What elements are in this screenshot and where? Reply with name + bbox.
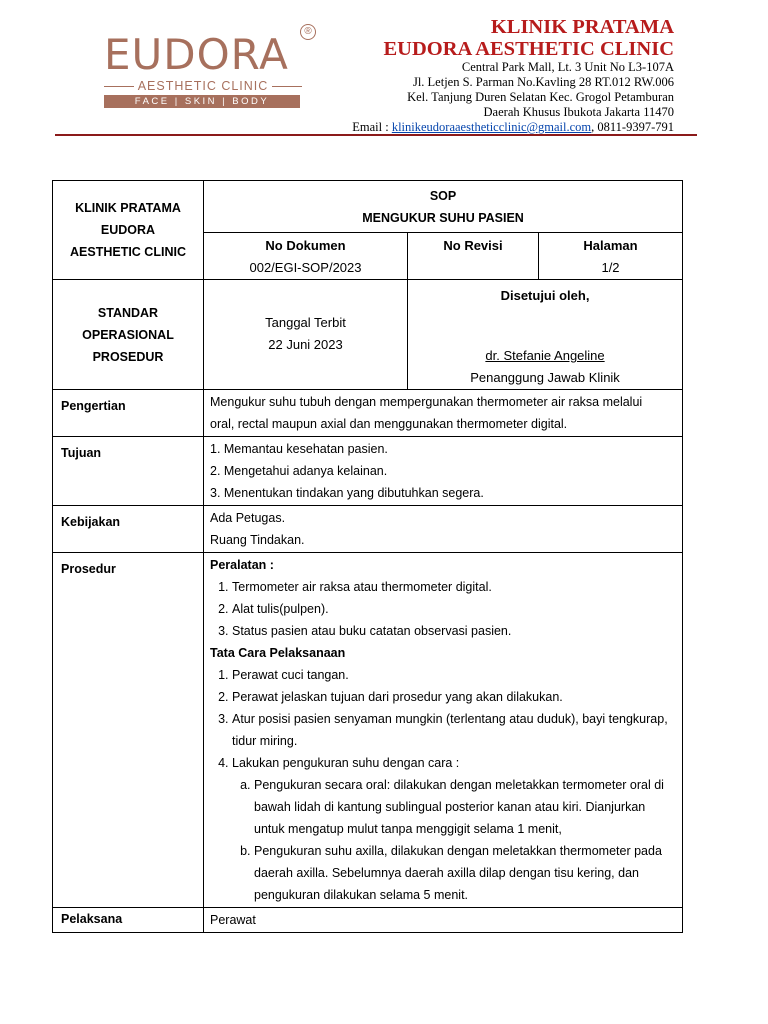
email-label: Email : bbox=[352, 120, 392, 134]
list-item: a. Pengukuran secara oral: dilakukan dengan meletakkan termometer oral di bawah lidah di kantung sublingual posterior kanan atau kiri. Dianjurkan untuk mengatup mulut tanpa menggigit selama 1 menit, bbox=[254, 774, 676, 840]
kebijakan-label: Kebijakan bbox=[53, 506, 204, 553]
pelaksana-content: Perawat bbox=[204, 908, 683, 933]
sub-steps-list bbox=[216, 774, 676, 906]
address-line-3: Kel. Tanjung Duren Selatan Kec. Grogol Petamburan bbox=[407, 90, 674, 104]
standard-line-1: STANDAR bbox=[97, 305, 159, 320]
contact-line bbox=[352, 120, 674, 135]
standard-line-2: OPERASIONAL bbox=[82, 327, 174, 342]
doc-number-label: No Dokumen bbox=[265, 238, 346, 253]
prosedur-content bbox=[204, 553, 683, 908]
address-line-4: Daerah Khusus Ibukota Jakarta 11470 bbox=[483, 105, 674, 119]
list-item bbox=[232, 752, 676, 906]
prosedur-label: Prosedur bbox=[53, 553, 204, 908]
list-item: 1. Termometer air raksa atau thermometer digital. bbox=[232, 576, 676, 598]
issued-label: Tanggal Terbit bbox=[265, 315, 346, 330]
clinic-name-cell bbox=[53, 181, 204, 280]
issued-date: 22 Juni 2023 bbox=[268, 337, 343, 352]
address-line-1: Central Park Mall, Lt. 3 Unit No L3-107A bbox=[461, 60, 674, 74]
list-item: 3. Atur posisi pasien senyaman mungkin (terlentang atau duduk), bayi tengkurap, tidur miring. bbox=[232, 708, 676, 752]
logo-subtitle-text: AESTHETIC CLINIC bbox=[137, 79, 269, 93]
tujuan-content bbox=[204, 437, 683, 506]
approval-cell bbox=[408, 280, 683, 390]
sop-title-cell bbox=[204, 181, 683, 233]
list-item: 1. Perawat cuci tangan. bbox=[232, 664, 676, 686]
tujuan-item: 3. Menentukan tindakan yang dibutuhkan segera. bbox=[210, 486, 484, 500]
letterhead bbox=[352, 16, 674, 135]
sop-label: SOP bbox=[429, 189, 457, 203]
registered-mark: ® bbox=[300, 24, 316, 40]
equipment-list bbox=[210, 576, 676, 642]
issued-cell bbox=[204, 280, 408, 390]
pengertian-line-1: Mengukur suhu tubuh dengan mempergunakan thermometer air raksa melalui bbox=[210, 395, 643, 409]
approver-role: Penanggung Jawab Klinik bbox=[470, 370, 620, 385]
tujuan-label: Tujuan bbox=[53, 437, 204, 506]
kebijakan-content bbox=[204, 506, 683, 553]
steps-title: Tata Cara Pelaksanaan bbox=[210, 646, 346, 660]
pelaksana-label: Pelaksana bbox=[53, 908, 204, 933]
page-number: 1/2 bbox=[601, 260, 620, 275]
list-item: 3. Status pasien atau buku catatan observasi pasien. bbox=[232, 620, 676, 642]
approved-label: Disetujui oleh, bbox=[500, 288, 590, 303]
letterhead-divider bbox=[55, 134, 697, 136]
sop-table bbox=[52, 180, 683, 933]
tujuan-item: 2. Mengetahui adanya kelainan. bbox=[210, 464, 388, 478]
steps-list bbox=[210, 664, 676, 906]
kebijakan-item: Ruang Tindakan. bbox=[210, 533, 305, 547]
sop-title: MENGUKUR SUHU PASIEN bbox=[362, 211, 524, 225]
clinic-name-line-1: KLINIK PRATAMA bbox=[75, 201, 181, 215]
standard-cell bbox=[53, 280, 204, 390]
list-item: 2. Perawat jelaskan tujuan dari prosedur yang akan dilakukan. bbox=[232, 686, 676, 708]
page-label: Halaman bbox=[583, 238, 638, 253]
logo-tagline: FACE | SKIN | BODY bbox=[104, 95, 300, 108]
pengertian-content bbox=[204, 390, 683, 437]
email-link[interactable]: klinikeudoraaestheticclinic@gmail.com bbox=[391, 120, 592, 134]
list-item-text: Lakukan pengukuran suhu dengan cara : bbox=[232, 756, 460, 770]
phone-number: , 0811-9397-791 bbox=[591, 120, 674, 134]
revision-cell bbox=[408, 233, 539, 280]
revision-label: No Revisi bbox=[443, 238, 503, 253]
list-item: 2. Alat tulis(pulpen). bbox=[232, 598, 676, 620]
list-item: b. Pengukuran suhu axilla, dilakukan dengan meletakkan thermometer pada daerah axilla. Sebelumnya daerah axilla dilap dengan tisu kering, dan pengukuran dilakukan selama 5 menit. bbox=[254, 840, 676, 906]
approver-name bbox=[408, 345, 682, 367]
tujuan-item: 1. Memantau kesehatan pasien. bbox=[210, 442, 388, 456]
doc-number: 002/EGI-SOP/2023 bbox=[249, 260, 362, 275]
clinic-name-line-3: AESTHETIC CLINIC bbox=[70, 245, 186, 259]
logo-subtitle bbox=[104, 79, 302, 93]
clinic-logo bbox=[104, 24, 324, 108]
address-line-2: Jl. Letjen S. Parman No.Kavling 28 RT.012 RW.006 bbox=[412, 75, 674, 89]
clinic-name-line-2: EUDORA bbox=[100, 223, 156, 237]
pengertian-line-2: oral, rectal maupun axial dan menggunakan thermometer digital. bbox=[210, 417, 568, 431]
letterhead-title-1: KLINIK PRATAMA bbox=[490, 16, 674, 38]
letterhead-title-2: EUDORA AESTHETIC CLINIC bbox=[383, 38, 674, 60]
approver-name-text: dr. Stefanie Angeline bbox=[485, 348, 605, 363]
equipment-title: Peralatan : bbox=[210, 558, 274, 572]
doc-number-cell bbox=[204, 233, 408, 280]
logo-wordmark: EUDORA bbox=[104, 30, 289, 79]
pengertian-label: Pengertian bbox=[53, 390, 204, 437]
page-cell bbox=[539, 233, 683, 280]
kebijakan-item: Ada Petugas. bbox=[210, 511, 286, 525]
standard-line-3: PROSEDUR bbox=[92, 349, 164, 364]
